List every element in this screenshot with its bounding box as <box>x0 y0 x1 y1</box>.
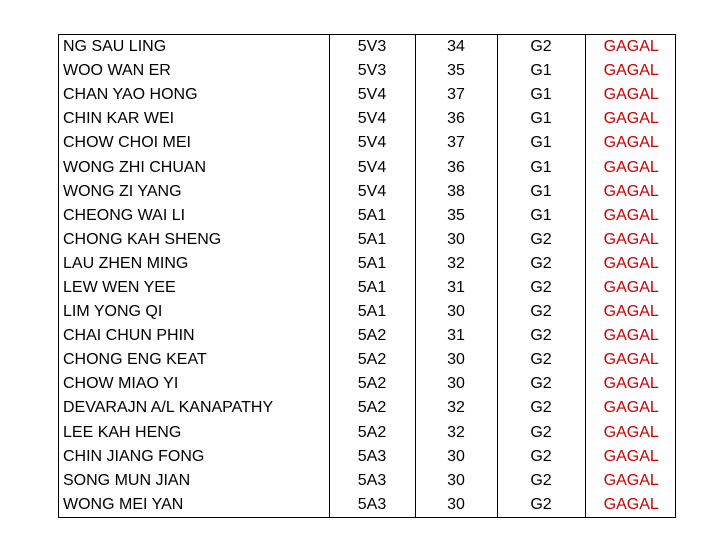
score-cell: 30 <box>415 372 497 396</box>
score-cell: 30 <box>415 300 497 324</box>
status-cell: GAGAL <box>603 327 659 345</box>
table-row <box>59 445 677 469</box>
class-cell: 5A1 <box>329 276 415 300</box>
status-cell: GAGAL <box>603 38 659 56</box>
class-cell: 5V3 <box>329 59 415 83</box>
grade-cell: G2 <box>497 396 585 420</box>
class-cell: 5A1 <box>329 204 415 228</box>
student-name-cell: CHIN JIANG FONG <box>59 445 329 469</box>
table-row <box>59 180 677 204</box>
class-cell: 5V4 <box>329 107 415 131</box>
table-row <box>59 131 677 155</box>
grade-cell: G1 <box>497 180 585 204</box>
class-cell: 5A1 <box>329 252 415 276</box>
grade-cell: G1 <box>497 107 585 131</box>
class-cell: 5A2 <box>329 324 415 348</box>
table-row <box>59 348 677 372</box>
score-cell: 30 <box>415 469 497 493</box>
class-cell: 5A1 <box>329 300 415 324</box>
score-cell: 38 <box>415 180 497 204</box>
student-name-cell: WOO WAN ER <box>59 59 329 83</box>
status-cell: GAGAL <box>603 110 659 128</box>
class-cell: 5A3 <box>329 445 415 469</box>
status-cell: GAGAL <box>603 62 659 80</box>
grade-cell: G1 <box>497 204 585 228</box>
student-name-cell: NG SAU LING <box>59 35 329 59</box>
class-cell: 5A3 <box>329 469 415 493</box>
table-row <box>59 324 677 348</box>
table-row <box>59 252 677 276</box>
grade-cell: G2 <box>497 276 585 300</box>
grade-cell: G2 <box>497 228 585 252</box>
grade-cell: G2 <box>497 348 585 372</box>
student-name-cell: CHONG ENG KEAT <box>59 348 329 372</box>
class-cell: 5V4 <box>329 83 415 107</box>
status-cell: GAGAL <box>603 423 659 441</box>
student-name-cell: CHOW CHOI MEI <box>59 131 329 155</box>
table-row <box>59 276 677 300</box>
student-name-cell: LIM YONG QI <box>59 300 329 324</box>
table-row <box>59 469 677 493</box>
student-name-cell: CHONG KAH SHENG <box>59 228 329 252</box>
status-cell: GAGAL <box>603 278 659 296</box>
student-name-cell: SONG MUN JIAN <box>59 469 329 493</box>
table-row <box>59 228 677 252</box>
status-cell: GAGAL <box>603 399 659 417</box>
table-row <box>59 35 677 59</box>
status-cell: GAGAL <box>603 375 659 393</box>
grade-cell: G2 <box>497 372 585 396</box>
score-cell: 37 <box>415 83 497 107</box>
table-body <box>59 35 677 517</box>
grade-cell: G2 <box>497 469 585 493</box>
student-results-table <box>59 35 677 517</box>
class-cell: 5A2 <box>329 421 415 445</box>
grade-cell: G2 <box>497 35 585 59</box>
class-cell: 5V3 <box>329 35 415 59</box>
table-row <box>59 372 677 396</box>
class-cell: 5A1 <box>329 228 415 252</box>
status-cell: GAGAL <box>603 182 659 200</box>
student-name-cell: CHOW MIAO YI <box>59 372 329 396</box>
score-cell: 34 <box>415 35 497 59</box>
status-cell: GAGAL <box>603 230 659 248</box>
status-cell: GAGAL <box>603 303 659 321</box>
score-cell: 31 <box>415 276 497 300</box>
grade-cell: G2 <box>497 493 585 517</box>
student-results-table-frame <box>58 34 676 518</box>
score-cell: 35 <box>415 204 497 228</box>
status-cell: GAGAL <box>603 254 659 272</box>
student-name-cell: CHAI CHUN PHIN <box>59 324 329 348</box>
score-cell: 30 <box>415 228 497 252</box>
student-name-cell: LEW WEN YEE <box>59 276 329 300</box>
grade-cell: G2 <box>497 300 585 324</box>
table-row <box>59 421 677 445</box>
student-name-cell: LAU ZHEN MING <box>59 252 329 276</box>
score-cell: 35 <box>415 59 497 83</box>
score-cell: 31 <box>415 324 497 348</box>
grade-cell: G2 <box>497 324 585 348</box>
status-cell: GAGAL <box>603 134 659 152</box>
class-cell: 5V4 <box>329 180 415 204</box>
score-cell: 36 <box>415 107 497 131</box>
class-cell: 5A3 <box>329 493 415 517</box>
score-cell: 30 <box>415 445 497 469</box>
status-cell: GAGAL <box>603 86 659 104</box>
status-cell: GAGAL <box>603 447 659 465</box>
grade-cell: G1 <box>497 59 585 83</box>
score-cell: 37 <box>415 131 497 155</box>
table-row <box>59 155 677 179</box>
student-name-cell: CHEONG WAI LI <box>59 204 329 228</box>
score-cell: 32 <box>415 252 497 276</box>
student-name-cell: CHAN YAO HONG <box>59 83 329 107</box>
table-row <box>59 83 677 107</box>
grade-cell: G2 <box>497 445 585 469</box>
score-cell: 32 <box>415 421 497 445</box>
class-cell: 5A2 <box>329 396 415 420</box>
grade-cell: G1 <box>497 155 585 179</box>
status-cell: GAGAL <box>603 206 659 224</box>
class-cell: 5A2 <box>329 372 415 396</box>
grade-cell: G1 <box>497 83 585 107</box>
table-row <box>59 204 677 228</box>
student-name-cell: LEE KAH HENG <box>59 421 329 445</box>
student-name-cell: DEVARAJN A/L KANAPATHY <box>59 396 329 420</box>
grade-cell: G1 <box>497 131 585 155</box>
table-row <box>59 396 677 420</box>
status-cell: GAGAL <box>603 495 659 513</box>
class-cell: 5V4 <box>329 155 415 179</box>
student-name-cell: WONG ZHI CHUAN <box>59 155 329 179</box>
score-cell: 30 <box>415 348 497 372</box>
grade-cell: G2 <box>497 421 585 445</box>
student-name-cell: WONG MEI YAN <box>59 493 329 517</box>
table-row <box>59 300 677 324</box>
student-name-cell: WONG ZI YANG <box>59 180 329 204</box>
class-cell: 5V4 <box>329 131 415 155</box>
grade-cell: G2 <box>497 252 585 276</box>
status-cell: GAGAL <box>603 158 659 176</box>
table-row <box>59 493 677 517</box>
class-cell: 5A2 <box>329 348 415 372</box>
status-cell: GAGAL <box>603 351 659 369</box>
score-cell: 32 <box>415 396 497 420</box>
table-row <box>59 59 677 83</box>
student-name-cell: CHIN KAR WEI <box>59 107 329 131</box>
table-row <box>59 107 677 131</box>
status-cell: GAGAL <box>603 471 659 489</box>
score-cell: 36 <box>415 155 497 179</box>
score-cell: 30 <box>415 493 497 517</box>
